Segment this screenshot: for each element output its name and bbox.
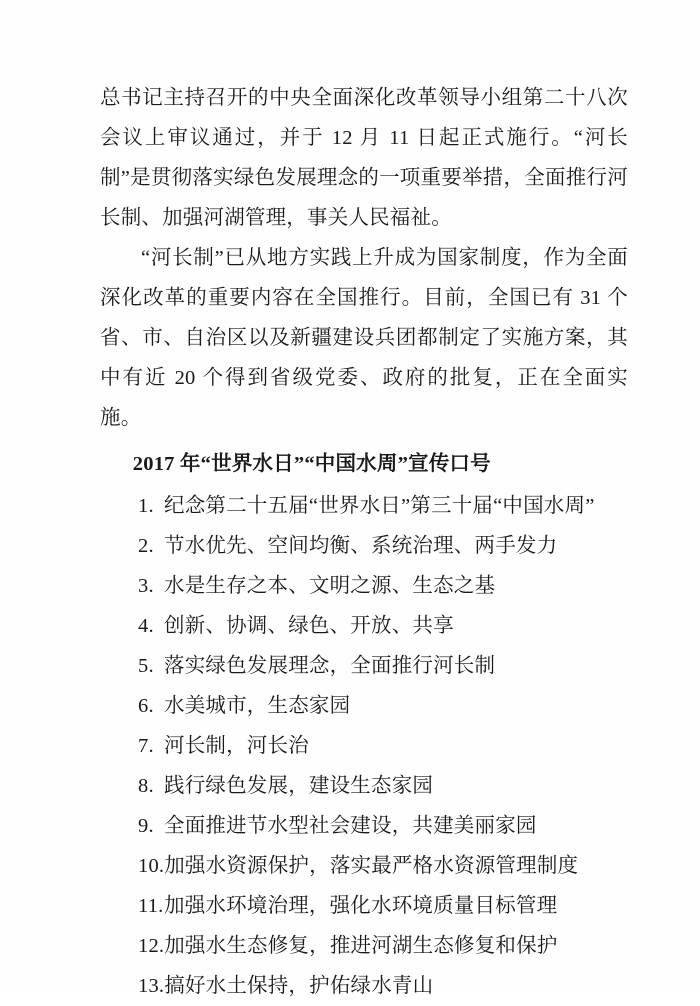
list-item	[100, 966, 628, 1006]
list-item-label: 创新、协调、绿色、开放、共享	[164, 615, 454, 637]
list-item	[100, 566, 628, 606]
list-item-number: 5.	[138, 655, 154, 677]
list-item-number: 10.	[138, 855, 165, 877]
list-item-label: 水是生存之本、文明之源、生态之基	[164, 575, 496, 597]
paragraph-1: 总书记主持召开的中央全面深化改革领导小组第二十八次会议上审议通过，并于 12 月 11 日起正式施行。“河长制”是贯彻落实绿色发展理念的一项重要举措，全面推行河长制、加强河湖管理，事关人民福祉。	[100, 87, 628, 229]
list-item	[100, 606, 628, 646]
list-item-label: 落实绿色发展理念，全面推行河长制	[164, 655, 496, 677]
list-item	[100, 806, 628, 846]
list-item	[100, 846, 628, 886]
list-item-label: 加强水资源保护，落实最严格水资源管理制度	[164, 855, 579, 877]
list-item-number: 2.	[138, 535, 154, 557]
list-item-label: 水美城市，生态家园	[164, 695, 351, 717]
list-item-label: 全面推进节水型社会建设，共建美丽家园	[164, 815, 537, 837]
list-item-number: 7.	[138, 735, 154, 757]
list-item-number: 11.	[138, 895, 164, 917]
paragraph-2: “河长制”已从地方实践上升成为国家制度，作为全面深化改革的重要内容在全国推行。目前，全国已有 31 个省、市、自治区以及新疆建设兵团都制定了实施方案，其中有近 20 个得到省级党委、政府的批复，正在全面实施。	[100, 247, 628, 429]
document-body	[100, 78, 628, 1006]
list-item-label: 践行绿色发展，建设生态家园	[164, 775, 434, 797]
list-item	[100, 766, 628, 806]
list-item-number: 13.	[138, 975, 165, 997]
list-item-label: 河长制，河长治	[164, 735, 309, 757]
list-item-number: 8.	[138, 775, 154, 797]
section-heading: 2017 年“世界水日”“中国水周”宣传口号	[132, 453, 491, 475]
list-item	[100, 726, 628, 766]
list-item-number: 4.	[138, 615, 154, 637]
list-item-label: 节水优先、空间均衡、系统治理、两手发力	[164, 535, 558, 557]
slogan-list	[100, 486, 628, 1006]
list-item-number: 6.	[138, 695, 154, 717]
list-item-label: 搞好水土保持，护佑绿水青山	[164, 975, 434, 997]
list-item	[100, 486, 628, 526]
list-item-number: 9.	[138, 815, 154, 837]
list-item-label: 加强水环境治理，强化水环境质量目标管理	[164, 895, 558, 917]
list-item	[100, 926, 628, 966]
list-item	[100, 526, 628, 566]
list-item-number: 3.	[138, 575, 154, 597]
list-item-label: 加强水生态修复，推进河湖生态修复和保护	[164, 935, 558, 957]
list-item	[100, 646, 628, 686]
list-item-number: 12.	[138, 935, 165, 957]
list-item-number: 1.	[138, 495, 154, 517]
list-item	[100, 686, 628, 726]
list-item	[100, 886, 628, 926]
list-item-label: 纪念第二十五届“世界水日”第三十届“中国水周”	[164, 495, 595, 517]
